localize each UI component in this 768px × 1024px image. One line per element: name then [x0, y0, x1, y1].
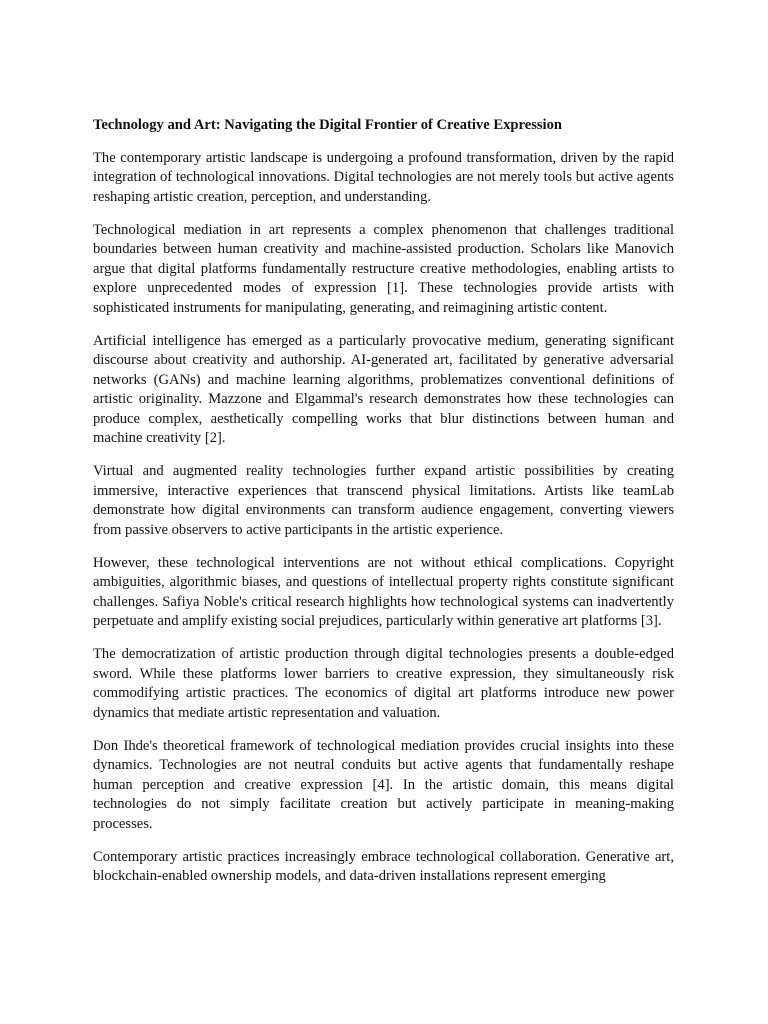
document-title: Technology and Art: Navigating the Digital Frontier of Creative Expression — [93, 117, 563, 133]
paragraph-4: Virtual and augmented reality technologies further expand artistic possibilities by creating immersive, interactive experiences that transcend physical limitations. Artists like teamLab demonstrate how digital environments can transform audience engagement, converting viewers from passive observers to active participants in the artistic experience. — [93, 463, 674, 538]
paragraph-7: Don Ihde's theoretical framework of technological mediation provides crucial insights into these dynamics. Technologies are not neutral conduits but active agents that fundamentally reshape human perception and creative expression [4]. In the artistic domain, this means digital technologies do not simply facilitate creation but actively participate in meaning-making processes. — [93, 737, 674, 832]
document-body — [93, 116, 674, 900]
paragraph-2: Technological mediation in art represents a complex phenomenon that challenges traditional boundaries between human creativity and machine-assisted production. Scholars like Manovich argue that digital platforms fundamentally restructure creative methodologies, enabling artists to explore unprecedented modes of expression [1]. These technologies provide artists with sophisticated instruments for manipulating, generating, and reimagining artistic content. — [93, 221, 674, 316]
paragraph-3: Artificial intelligence has emerged as a particularly provocative medium, generating significant discourse about creativity and authorship. AI-generated art, facilitated by generative adversarial networks (GANs) and machine learning algorithms, problematizes conventional definitions of artistic originality. Mazzone and Elgammal's research demonstrates how these technologies can produce complex, aesthetically compelling works that blur distinctions between human and machine creativity [2]. — [93, 332, 674, 446]
paragraph-5: However, these technological interventions are not without ethical complications. Copyright ambiguities, algorithmic biases, and questions of intellectual property rights constitute significant challenges. Safiya Noble's critical research highlights how technological systems can inadvertently perpetuate and amplify existing social prejudices, particularly within generative art platforms [3]. — [93, 554, 674, 629]
paragraph-6: The democratization of artistic production through digital technologies presents a double-edged sword. While these platforms lower barriers to creative expression, they simultaneously risk commodifying artistic practices. The economics of digital art platforms introduce new power dynamics that mediate artistic representation and valuation. — [93, 646, 674, 721]
paragraph-1: The contemporary artistic landscape is undergoing a profound transformation, driven by the rapid integration of technological innovations. Digital technologies are not merely tools but active agents reshaping artistic creation, perception, and understanding. — [93, 149, 674, 205]
paragraph-8: Contemporary artistic practices increasingly embrace technological collaboration. Generative art, blockchain-enabled ownership models, and data-driven installations represent emerging — [93, 848, 674, 884]
